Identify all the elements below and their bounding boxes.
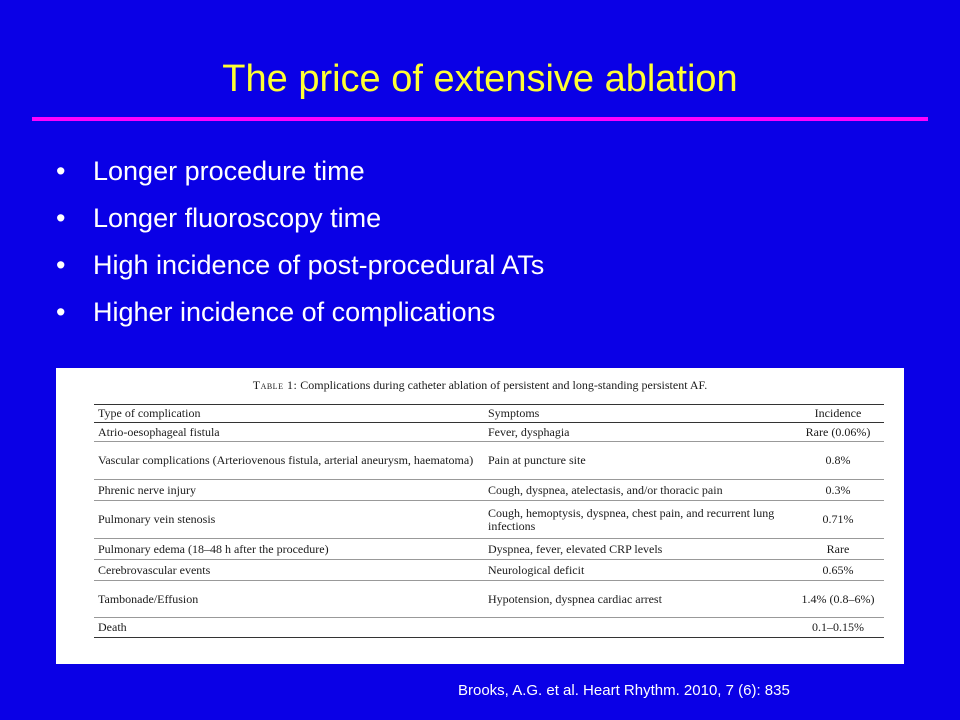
bullet-text: Longer fluoroscopy time — [93, 203, 382, 233]
cell-symptoms: Cough, dyspnea, atelectasis, and/or thoracic pain — [484, 480, 792, 501]
cell-symptoms: Fever, dysphagia — [484, 423, 792, 442]
table-row — [94, 560, 884, 581]
table-row — [94, 501, 884, 539]
cell-incidence: Rare (0.06%) — [792, 423, 884, 442]
table-row — [94, 480, 884, 501]
bullet-text: Higher incidence of complications — [93, 297, 496, 327]
cell-incidence: 0.8% — [792, 442, 884, 480]
header-incidence: Incidence — [792, 405, 884, 423]
cell-symptoms: Cough, hemoptysis, dyspnea, chest pain, and recurrent lung infections — [484, 501, 792, 539]
title-divider — [32, 117, 928, 121]
cell-type: Atrio-oesophageal fistula — [94, 423, 484, 442]
table-label: Table 1: — [252, 378, 298, 392]
bullet-item — [56, 195, 544, 242]
bullet-dot-icon: • — [56, 250, 66, 280]
table-caption — [56, 378, 904, 393]
cell-type: Phrenic nerve injury — [94, 480, 484, 501]
bullet-text: Longer procedure time — [93, 156, 365, 186]
cell-incidence: 0.1–0.15% — [792, 618, 884, 638]
table-row — [94, 423, 884, 442]
cell-type: Pulmonary edema (18–48 h after the procedure) — [94, 539, 484, 560]
cell-symptoms: Dyspnea, fever, elevated CRP levels — [484, 539, 792, 560]
table-row — [94, 442, 884, 480]
cell-incidence: 0.3% — [792, 480, 884, 501]
table-caption-text: Complications during catheter ablation of persistent and long-standing persistent AF. — [300, 378, 708, 392]
bullet-item — [56, 242, 544, 289]
bullet-dot-icon: • — [56, 297, 66, 327]
cell-symptoms: Pain at puncture site — [484, 442, 792, 480]
cell-incidence: Rare — [792, 539, 884, 560]
table-header-row — [94, 405, 884, 423]
table-row — [94, 618, 884, 638]
cell-incidence: 1.4% (0.8–6%) — [792, 581, 884, 618]
cell-incidence: 0.71% — [792, 501, 884, 539]
cell-type: Tambonade/Effusion — [94, 581, 484, 618]
cell-type: Pulmonary vein stenosis — [94, 501, 484, 539]
bullet-text: High incidence of post-procedural ATs — [93, 250, 545, 280]
bullet-dot-icon: • — [56, 203, 66, 233]
cell-symptoms: Neurological deficit — [484, 560, 792, 581]
bullet-dot-icon: • — [56, 156, 66, 186]
cell-type: Death — [94, 618, 484, 638]
bullet-item — [56, 289, 544, 336]
table-row — [94, 539, 884, 560]
table-row — [94, 581, 884, 618]
cell-type: Vascular complications (Arteriovenous fistula, arterial aneurysm, haematoma) — [94, 442, 484, 480]
cell-incidence: 0.65% — [792, 560, 884, 581]
cell-symptoms: Hypotension, dyspnea cardiac arrest — [484, 581, 792, 618]
cell-symptoms — [484, 618, 792, 638]
slide-title: The price of extensive ablation — [222, 58, 738, 100]
citation: Brooks, A.G. et al. Heart Rhythm. 2010, 7 (6): 835 — [458, 682, 790, 699]
header-type: Type of complication — [94, 405, 484, 423]
complications-table-image — [56, 368, 904, 664]
complications-table — [94, 404, 884, 638]
bullet-item — [56, 148, 544, 195]
header-symptoms: Symptoms — [484, 405, 792, 423]
cell-type: Cerebrovascular events — [94, 560, 484, 581]
bullet-list — [56, 148, 544, 336]
